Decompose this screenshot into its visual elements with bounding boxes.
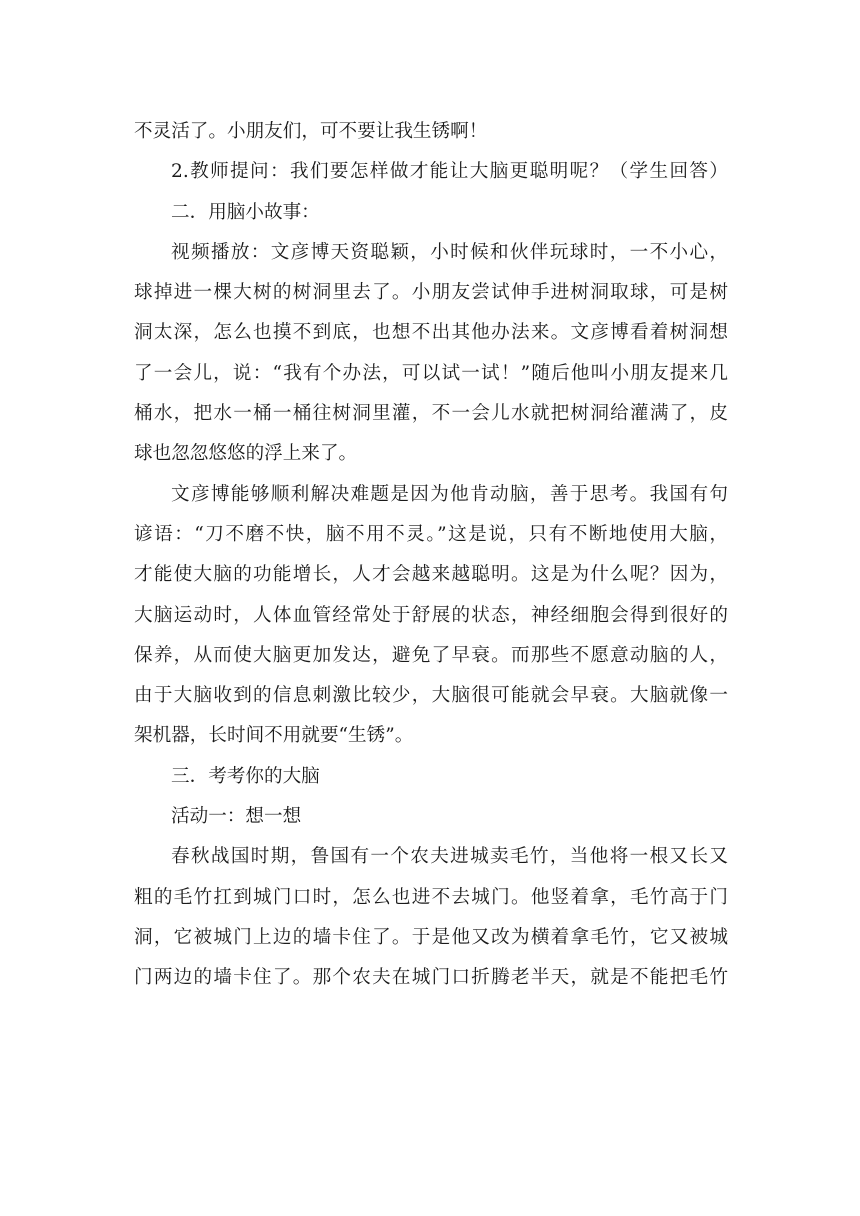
text-line: 不灵活了。小朋友们，可不要让我生锈啊！ (134, 121, 488, 142)
text-line: 粗的毛竹扛到城门口时，怎么也进不去城门。他竖着拿，毛竹高于门 (134, 886, 728, 908)
text-line: 了一会儿，说：“我有个办法，可以试一试！”随后他叫小朋友提来几 (134, 362, 728, 384)
text-line: 春秋战国时期，鲁国有一个农夫进城卖毛竹，当他将一根又长又 (171, 846, 728, 868)
document-page (134, 112, 728, 999)
text-line: 洞，它被城门上边的墙卡住了。于是他又改为横着拿毛竹，它又被城 (134, 926, 728, 948)
text-line: 门两边的墙卡住了。那个农夫在城门口折腾老半天，就是不能把毛竹 (134, 967, 728, 989)
text-line: 视频播放：文彦博天资聪颖，小时候和伙伴玩球时，一不小心， (171, 241, 728, 263)
activity-heading: 活动一：想一想 (171, 806, 302, 828)
text-line: 保养，从而使大脑更加发达，避免了早衰。而那些不愿意动脑的人， (134, 644, 728, 666)
text-line: 大脑运动时，人体血管经常处于舒展的状态，神经细胞会得到很好的 (134, 604, 728, 626)
text-line: 洞太深，怎么也摸不到底，也想不出其他办法来。文彦博看着树洞想 (134, 322, 728, 344)
text-line: 才能使大脑的功能增长，人才会越来越聪明。这是为什么呢？因为， (134, 564, 728, 586)
text-line: 由于大脑收到的信息刺激比较少，大脑很可能就会早衰。大脑就像一 (134, 685, 728, 707)
text-line: 文彦博能够顺利解决难题是因为他肯动脑，善于思考。我国有句 (171, 483, 728, 505)
text-line: 球掉进一棵大树的树洞里去了。小朋友尝试伸手进树洞取球，可是树 (134, 282, 728, 304)
text-line: 桶水，把水一桶一桶往树洞里灌，不一会儿水就把树洞给灌满了，皮 (134, 403, 728, 425)
text-line: 2.教师提问：我们要怎样做才能让大脑更聪明呢？（学生回答） (171, 161, 728, 183)
section-heading: 三．考考你的大脑 (171, 765, 320, 787)
text-line: 谚语：“刀不磨不快，脑不用不灵。”这是说，只有不断地使用大脑， (134, 523, 728, 545)
text-line: 架机器，长时间不用就要“生锈”。 (134, 725, 414, 747)
section-heading: 二．用脑小故事： (171, 201, 320, 223)
text-line: 球也忽忽悠悠的浮上来了。 (134, 443, 358, 465)
